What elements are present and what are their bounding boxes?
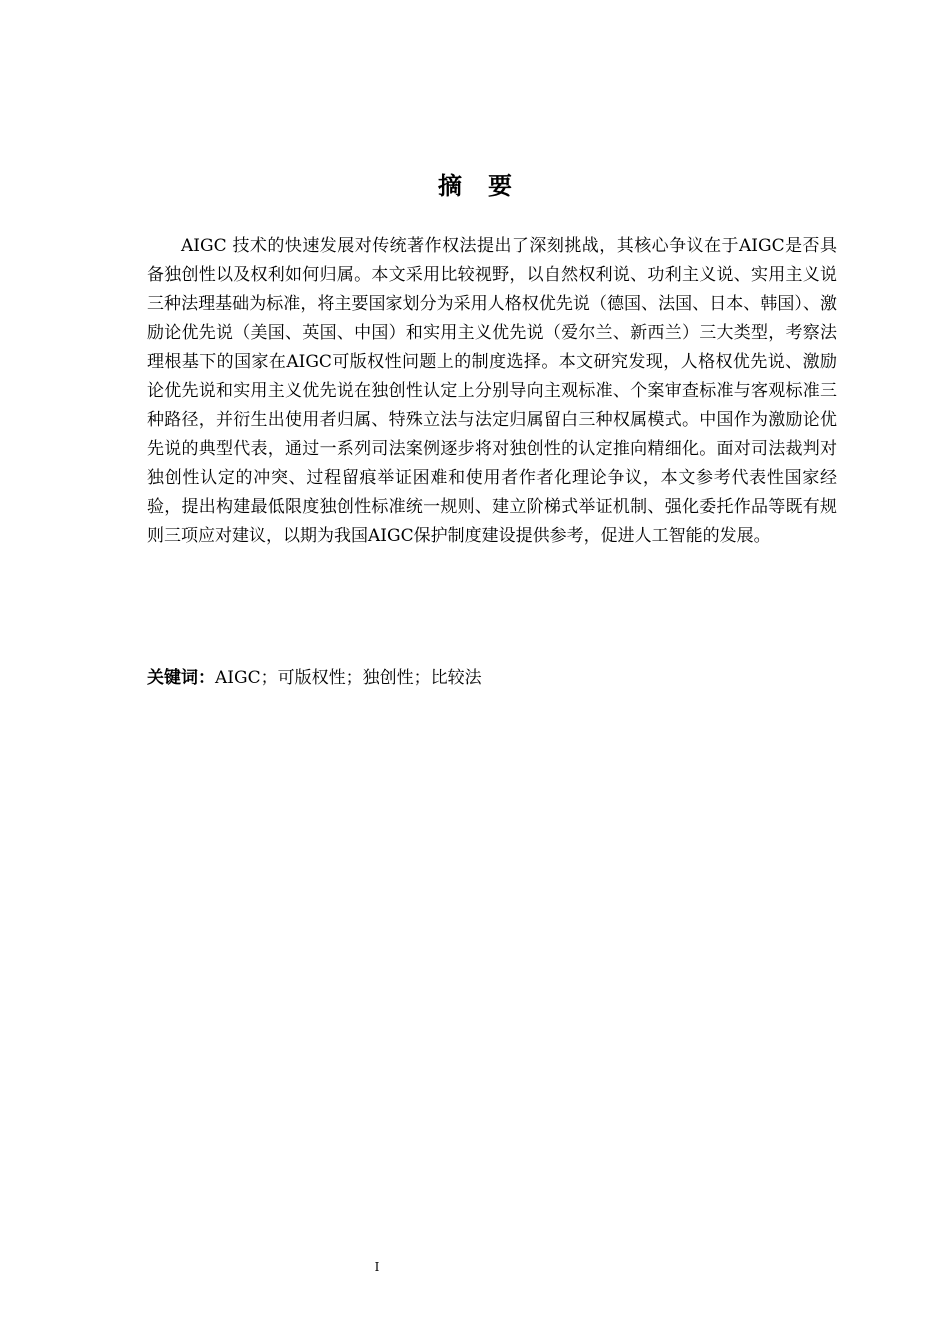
keywords-line bbox=[147, 664, 837, 693]
abstract-title: 摘要 bbox=[438, 172, 538, 200]
page-number: I bbox=[374, 1260, 380, 1274]
keywords-items: AIGC；可版权性；独创性；比较法 bbox=[215, 668, 482, 688]
keywords-label: 关键词： bbox=[147, 668, 215, 688]
abstract-body: AIGC 技术的快速发展对传统著作权法提出了深刻挑战，其核心争议在于AIGC是否具备独创性以及权利如何归属。本文采用比较视野，以自然权利说、功利主义说、实用主义说三种法理基础为标准，将主要国家划分为采用人格权优先说（德国、法国、日本、韩国）、激励论优先说（美国、英国、中国）和实用主义优先说（爱尔兰、新西兰）三大类型，考察法理根基下的国家在AIGC可版权性问题上的制度选择。本文研究发现，人格权优先说、激励论优先说和实用主义优先说在独创性认定上分别导向主观标准、个案审查标准与客观标准三种路径，并衍生出使用者归属、特殊立法与法定归属留白三种权属模式。中国作为激励论优先说的典型代表，通过一系列司法案例逐步将对独创性的认定推向精细化。面对司法裁判对独创性认定的冲突、过程留痕举证困难和使用者作者化理论争议，本文参考代表性国家经验，提出构建最低限度独创性标准统一规则、建立阶梯式举证机制、强化委托作品等既有规则三项应对建议，以期为我国AIGC保护制度建设提供参考，促进人工智能的发展。 bbox=[147, 236, 837, 546]
